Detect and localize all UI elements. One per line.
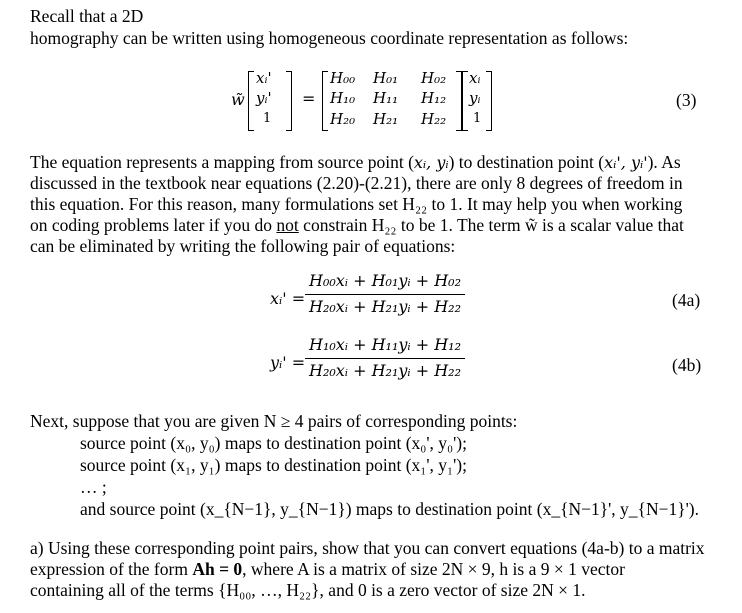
h-bracket-left bbox=[322, 71, 328, 131]
para2-line-4: on coding problems later if you do not constrain H₂₂ to be 1. The term w̃ is a scalar value that bbox=[30, 215, 684, 235]
lhs-cell-0: xᵢ' bbox=[256, 69, 272, 87]
pair-item-0: source point (x₀, y₀) maps to destination point (x₀', y₀'); bbox=[80, 433, 467, 453]
h-22: H₂₂ bbox=[421, 110, 447, 128]
h-21: H₂₁ bbox=[373, 110, 399, 128]
h-01: H₀₁ bbox=[373, 69, 399, 87]
equation-number-3: (3) bbox=[676, 90, 697, 110]
eq4b-fraction bbox=[305, 336, 465, 381]
para2-line-1: The equation represents a mapping from source point (xᵢ, yᵢ) to destination point (xᵢ', yᵢ'). As bbox=[30, 152, 681, 172]
lhs-cell-2: 1 bbox=[263, 111, 272, 126]
h-10: H₁₀ bbox=[330, 89, 356, 107]
eq4a-denominator: H₂₀xᵢ + H₂₁yᵢ + H₂₂ bbox=[305, 294, 465, 317]
para2-line-3: this equation. For this reason, many formulations set H₂₂ to 1. It may help you when working bbox=[30, 194, 683, 214]
eq4a-lhs: xᵢ' = bbox=[270, 289, 306, 308]
h-02: H₀₂ bbox=[421, 69, 447, 87]
intro-line-1: Recall that a 2D bbox=[30, 6, 144, 26]
eq4b-lhs: yᵢ' = bbox=[270, 353, 306, 372]
para2-line-2: discussed in the textbook near equations (2.20)-(2.21), there are only 8 degrees of freedom in bbox=[30, 173, 683, 193]
eq4b-denominator: H₂₀xᵢ + H₂₁yᵢ + H₂₂ bbox=[305, 358, 465, 381]
part-a-line-1: a) Using these corresponding point pairs, show that you can convert equations (4a-b) to a matrix bbox=[30, 538, 705, 558]
pair-item-ellipsis: … ; bbox=[80, 477, 107, 497]
eq4a-fraction bbox=[305, 272, 465, 317]
lhs-bracket-right bbox=[286, 71, 292, 131]
part-a-paragraph bbox=[30, 538, 720, 601]
intro-line-2: homography can be written using homogeneous coordinate representation as follows: bbox=[30, 28, 629, 48]
explanation-paragraph bbox=[30, 152, 720, 257]
equals-sign: = bbox=[302, 89, 316, 108]
equation-number-4b: (4b) bbox=[672, 355, 702, 375]
lhs-bracket-left bbox=[248, 71, 254, 131]
eq4b-numerator: H₁₀xᵢ + H₁₁yᵢ + H₁₂ bbox=[309, 335, 461, 354]
lhs-cell-1: yᵢ' bbox=[256, 89, 272, 107]
rhs-cell-1: yᵢ bbox=[469, 89, 481, 107]
pair-item-last: and source point (x_{N−1}, y_{N−1}) maps to destination point (x_{N−1}', y_{N−1}'). bbox=[80, 499, 699, 519]
pair-item-1: source point (x₁, y₁) maps to destination point (x₁', y₁'); bbox=[80, 455, 467, 475]
rhs-bracket-right bbox=[486, 71, 492, 131]
rhs-bracket-left bbox=[462, 71, 468, 131]
h-00: H₀₀ bbox=[330, 69, 356, 87]
rhs-cell-0: xᵢ bbox=[469, 69, 481, 87]
rhs-cell-2: 1 bbox=[473, 111, 482, 126]
next-intro: Next, suppose that you are given N ≥ 4 pairs of corresponding points: bbox=[30, 411, 518, 431]
part-a-line-2: expression of the form Ah = 0, where A is a matrix of size 2N × 9, h is a 9 × 1 vector bbox=[30, 559, 625, 579]
h-12: H₁₂ bbox=[421, 89, 447, 107]
h-20: H₂₀ bbox=[330, 110, 356, 128]
eq4a-numerator: H₀₀xᵢ + H₀₁yᵢ + H₀₂ bbox=[309, 271, 461, 290]
h-11: H₁₁ bbox=[373, 89, 399, 107]
part-a-line-3: containing all of the terms {H₀₀, …, H₂₂}, and 0 is a zero vector of size 2N × 1. bbox=[30, 580, 586, 600]
equation-number-4a: (4a) bbox=[672, 290, 701, 310]
para2-line-5: can be eliminated by writing the following pair of equations: bbox=[30, 236, 456, 256]
w-tilde: w̃ bbox=[231, 90, 245, 109]
